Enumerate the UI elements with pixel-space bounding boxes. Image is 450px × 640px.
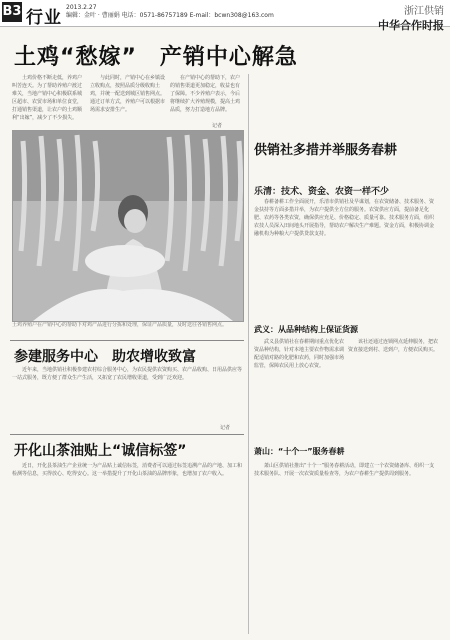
section-code: B3 [2,2,22,22]
main-story-col-1 [12,74,84,128]
editor-credit: 编辑：金叶 · 曹丽娟 [66,12,120,19]
right-section-text-1: 武义县供销社在春耕期间重点优化农资品种结构，针对本地主要农作物需求调配适销对路的化肥和农药，同时加强市场监管，保障农民用上放心农资。 [254,339,344,369]
issue-date: 2013.2.27 [66,4,97,11]
main-story-col-2 [90,74,166,128]
photo-image [13,131,243,321]
main-story-author: 记者 [212,123,223,129]
right-section-body-1b [348,338,438,438]
photo-caption: 土鸡养殖户在产销中心的帮助下对鸡产品进行分拣和处理，保证产品质量，及时送往各销售网点。 [12,322,228,328]
right-section-body-1 [254,338,344,438]
story3-title: 开化山茶油贴上“诚信标签” [14,443,187,459]
story2-title: 参建服务中心 助农增收致富 [14,349,196,365]
publication-info [66,4,326,20]
news-photo [12,130,244,322]
story3-divider [10,434,244,435]
main-story-text-3: 在产销中心的帮助下，农户的销售渠道更加稳定，收益也有了保障。不少养殖户表示，今后将继续扩大养殖规模，提高土鸡品质，努力打造地方品牌。 [170,75,241,113]
main-headline: 土鸡“愁嫁” 产销中心解急 [14,45,298,70]
story3-body [12,462,242,634]
story2-text: 近年来，当地供销社积极参建农村综合服务中心，为农民提供农资购买、农产品收购、日用品供应等一站式服务，既方便了群众生产生活，又拓宽了农民增收渠道，受到广泛欢迎。 [12,367,242,381]
right-section-body-2 [254,462,438,634]
right-section-title-1: 武义：从品种结构上保证货源 [254,325,358,334]
column-divider [248,74,249,634]
main-story-text-1: 土鸡价格不断走低，养鸡户叫苦连天。为了帮助养殖户渡过难关，当地产销中心积极联系城区超市、农贸市场和单位食堂，打通销售渠道，让农户的土鸡顺利“出嫁”，减少了不少损失。 [12,75,83,121]
phone: 电话：0571-86757189 [121,12,188,19]
paper-region: 浙江供销 [404,6,444,17]
paper-name [378,2,444,33]
main-story-col-3 [170,74,242,128]
right-story-headline: 供销社多措并举服务春耕 [254,143,398,158]
story2-author: 记者 [220,425,231,431]
story2-body [12,366,242,426]
right-section-title-2: 萧山：“十个一”服务春耕 [254,447,345,456]
right-story-subhead: 乐清：技术、资金、农资一样不少 [254,187,390,197]
right-section-text-2: 萧山区供销社推出“十个一”服务春耕活动，即建立一个农资储备库、组织一支技术服务队、开展一次农资质量检查等，为农户春耕生产提供周到服务。 [254,463,435,477]
section-name: 行业 [26,8,62,28]
paper-title: 中华合作时报 [378,19,444,32]
main-story-text-2: 与此同时，产销中心在乡镇设立收购点，按照品质分级收购土鸡，并统一配送到城区销售网点。通过订单方式，养殖户可以根据市场需求安排生产。 [90,75,166,113]
right-story-text: 春耕备耕工作全面展开，乐清市供销社及早谋划，在农资储备、技术服务、资金扶持等方面多措并举，为农户提供全方位的服务。农资供应方面，提前备足化肥、农药等各类农资，确保供应充足、价格稳定、质量可靠。技术服务方面，组织农技人员深入田间地头开展指导，帮助农户解决生产难题。资金方面，积极协调金融机构为种粮大户提供贷款支持。 [254,199,435,237]
right-section-text-1b: 该社还通过连锁网点延伸服务，把农资直接送到村、送到户，方便农民购买。 [348,339,438,353]
right-story-body [254,198,438,316]
email: E-mail：bcwn308@163.com [189,12,274,19]
story2-divider [10,340,244,341]
story3-text: 近日，开化县茶油生产企业统一为产品贴上诚信标签，消费者可以通过标签追溯产品的产地、加工和检测等信息，买得放心、吃得安心。这一举措提升了开化山茶油的品牌形象，也增加了农户收入。 [12,463,242,477]
masthead [0,0,450,32]
